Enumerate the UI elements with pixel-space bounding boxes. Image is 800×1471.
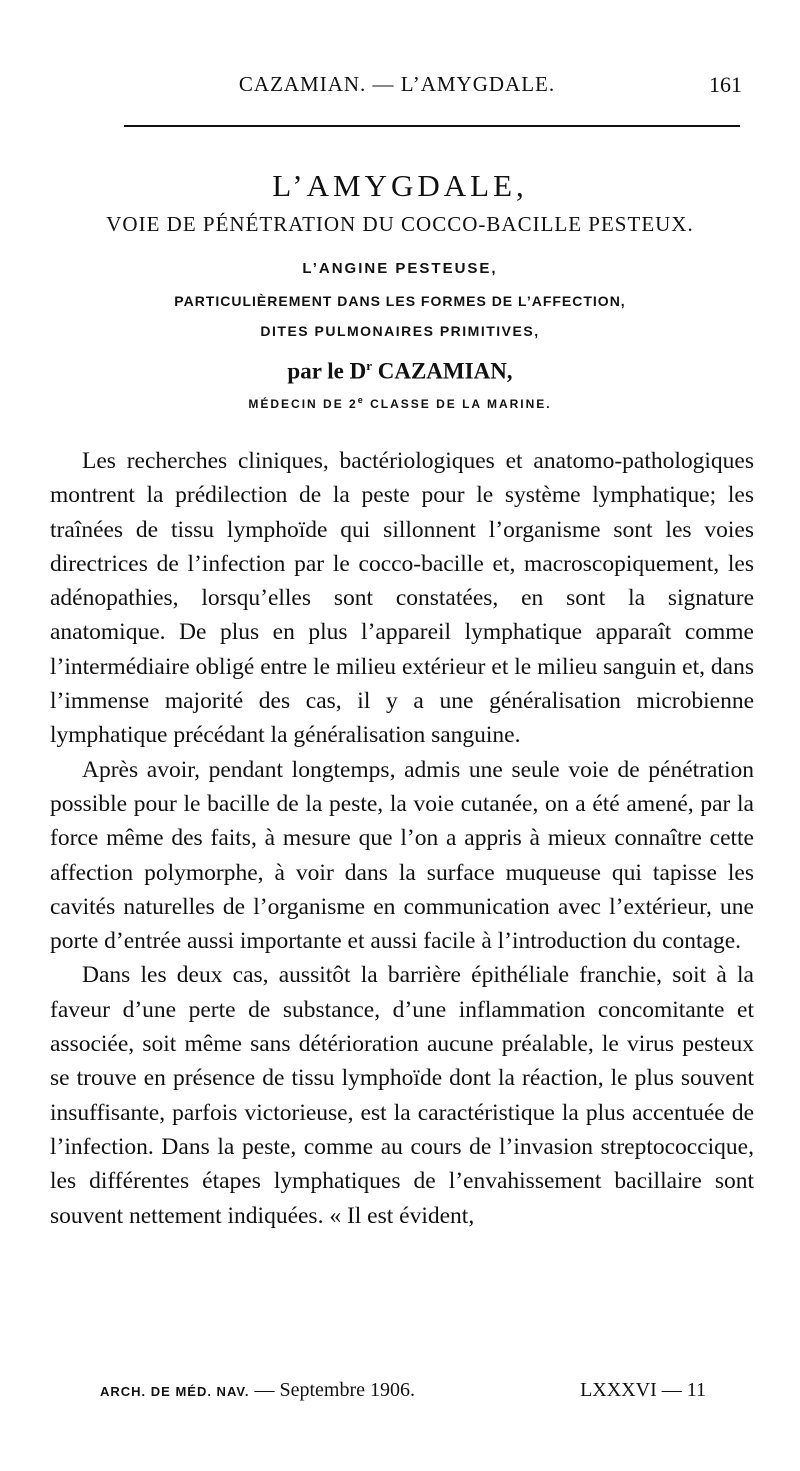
running-head-title: CAZAMIAN. — L’AMYGDALE.	[238, 72, 556, 96]
author-rank	[0, 395, 800, 411]
rank-suffix: CLASSE DE LA MARINE.	[364, 397, 552, 411]
rank-superscript: e	[357, 395, 365, 405]
page-number: 161	[709, 72, 742, 97]
article-heading-line-2: PARTICULIÈREMENT DANS LES FORMES DE L’AFFECTION,	[174, 293, 626, 309]
journal-abbreviation: ARCH. DE MÉD. NAV.	[100, 1384, 250, 1399]
article-subtitle: VOIE DE PÉNÉTRATION DU COCCO-BACILLE PESTEUX.	[106, 212, 694, 236]
paragraph: Dans les deux cas, aussitôt la barrière épithéliale franchie, soit à la faveur d’une perte de substance, d’une inflammation concomitante et associée, soit même sans détérioration aucune préalable, le virus pesteux se trouve en présence de tissu lymphoïde dont la réaction, le plus souvent insuffisante, parfois victorieuse, est la caractéristique la plus accentuée de l’infection. Dans la peste, comme au cours de l’invasion streptococcique, les différentes étapes lymphatiques de l’envahissement bacillaire sont souvent nettement indiquées. « Il est évident,	[50, 962, 754, 1229]
running-head	[52, 72, 742, 97]
publication-date: — Septembre 1906.	[254, 1379, 415, 1401]
rank-prefix: MÉDECIN DE 2	[248, 397, 358, 411]
byline-prefix: par le D	[287, 358, 367, 384]
header-rule	[124, 125, 740, 127]
article-body	[50, 444, 754, 1233]
article-heading-line-1: L’ANGINE PESTEUSE,	[302, 260, 498, 277]
author-name: CAZAMIAN,	[372, 358, 513, 384]
signature-mark: LXXXVI — 11	[580, 1379, 706, 1401]
article-title: L’AMYGDALE,	[272, 168, 528, 203]
author-byline	[0, 358, 800, 385]
paragraph: Après avoir, pendant longtemps, admis une seule voie de pénétration possible pour le bacille de la peste, la voie cutanée, on a été amené, par la force même des faits, à mesure que l’on a appris à mieux connaître cette affection polymorphe, à voir dans la surface muqueuse qui tapisse les cavités naturelles de l’organisme en communication avec l’extérieur, une porte d’entrée aussi importante et aussi facile à l’introduction du contage.	[50, 756, 754, 955]
byline-superscript: r	[366, 358, 372, 373]
paragraph: Les recherches cliniques, bactériologiques et anatomo-pathologiques montrent la prédilection de la peste pour le système lymphatique; les traînées de tissu lymphoïde qui sillonnent l’organisme sont les voies directrices de l’infection par le cocco-bacille et, macroscopiquement, les adénopathies, lorsqu’elles sont constatées, en sont la signature anatomique. De plus en plus l’appareil lymphatique apparaît comme l’intermédiaire obligé entre le milieu extérieur et le milieu sanguin et, dans l’immense majorité des cas, il y a une généralisation microbienne lymphatique précédant la généralisation sanguine.	[50, 448, 754, 749]
article-heading-line-3: DITES PULMONAIRES PRIMITIVES,	[260, 323, 540, 339]
footer-citation	[100, 1379, 415, 1402]
